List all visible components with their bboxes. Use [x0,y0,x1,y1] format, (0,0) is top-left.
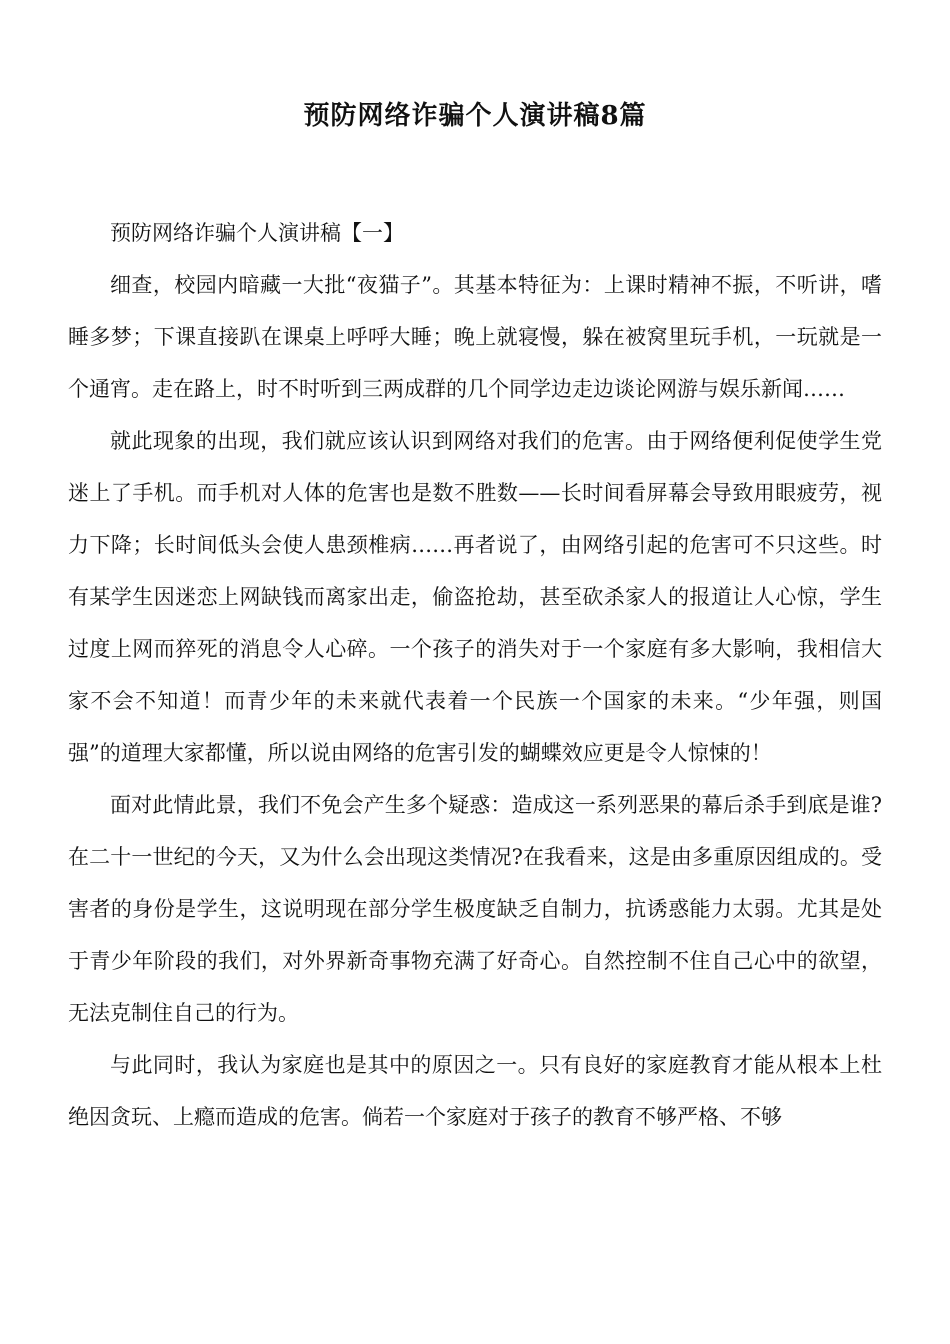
document-body [68,207,882,1143]
paragraph-2: 就此现象的出现，我们就应该认识到网络对我们的危害。由于网络便利促使学生党迷上了手机。而手机对人体的危害也是数不胜数——长时间看屏幕会导致用眼疲劳，视力下降；长时间低头会使人患颈椎病……再者说了，由网络引起的危害可不只这些。时有某学生因迷恋上网缺钱而离家出走，偷盗抢劫，甚至砍杀家人的报道让人心惊，学生过度上网而猝死的消息令人心碎。一个孩子的消失对于一个家庭有多大影响，我相信大家不会不知道！而青少年的未来就代表着一个民族一个国家的未来。“少年强，则国强”的道理大家都懂，所以说由网络的危害引发的蝴蝶效应更是令人惊悚的！ [68,429,882,765]
paragraph-4: 与此同时，我认为家庭也是其中的原因之一。只有良好的家庭教育才能从根本上杜绝因贪玩、上瘾而造成的危害。倘若一个家庭对于孩子的教育不够严格、不够 [68,1053,882,1129]
document-title: 预防网络诈骗个人演讲稿8篇 [303,101,647,131]
paragraph-1: 细查，校园内暗藏一大批“夜猫子”。其基本特征为：上课时精神不振，不听讲，嗜睡多梦；下课直接趴在课桌上呼呼大睡；晚上就寝慢，躲在被窝里玩手机，一玩就是一个通宵。走在路上，时不时听到三两成群的几个同学边走边谈论网游与娱乐新闻…… [68,273,882,401]
paragraph-3: 面对此情此景，我们不免会产生多个疑惑：造成这一系列恶果的幕后杀手到底是谁?在二十一世纪的今天，又为什么会出现这类情况?在我看来，这是由多重原因组成的。受害者的身份是学生，这说明现在部分学生极度缺乏自制力，抗诱惑能力太弱。尤其是处于青少年阶段的我们，对外界新奇事物充满了好奇心。自然控制不住自己心中的欲望，无法克制住自己的行为。 [68,793,882,1025]
section-heading: 预防网络诈骗个人演讲稿【一】 [110,221,404,245]
